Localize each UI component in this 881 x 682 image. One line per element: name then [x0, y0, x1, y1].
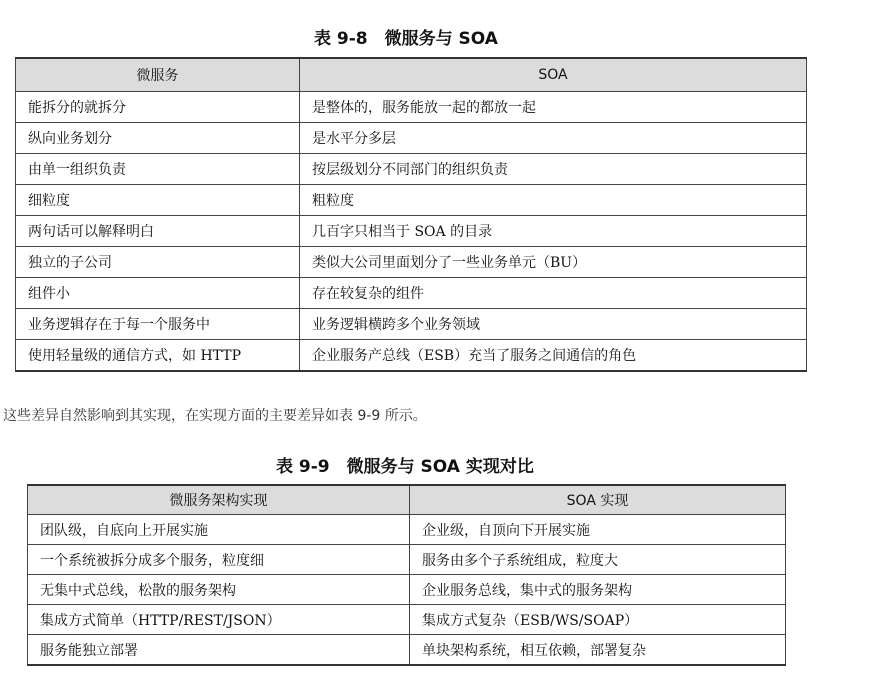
- table-9-9: [27, 484, 786, 666]
- table-9-8: [15, 57, 807, 372]
- column-header-microservices: 微服务: [16, 58, 300, 92]
- table-row: [16, 309, 807, 340]
- table-row: [16, 340, 807, 372]
- table-row: [28, 515, 786, 545]
- table-9-8-caption: 表 9-8 微服务与 SOA: [314, 29, 498, 49]
- cell-soa: 类似大公司里面划分了一些业务单元（BU）: [300, 247, 807, 278]
- column-header-soa-implementation: SOA 实现: [410, 485, 786, 515]
- cell-microservices: 独立的子公司: [16, 247, 300, 278]
- body-paragraph: 这些差异自然影响到其实现，在实现方面的主要差异如表 9-9 所示。: [3, 408, 427, 424]
- table-row: [16, 92, 807, 123]
- cell-microservices: 细粒度: [16, 185, 300, 216]
- cell-soa: 是水平分多层: [300, 123, 807, 154]
- table-row: [16, 185, 807, 216]
- table-row: [16, 216, 807, 247]
- table-row: [28, 575, 786, 605]
- column-header-soa: SOA: [300, 58, 807, 92]
- cell-microservices: 团队级，自底向上开展实施: [28, 515, 410, 545]
- table-row: [16, 123, 807, 154]
- table-header-row: [28, 485, 786, 515]
- cell-microservices: 使用轻量级的通信方式，如 HTTP: [16, 340, 300, 372]
- cell-microservices: 由单一组织负责: [16, 154, 300, 185]
- cell-microservices: 无集中式总线，松散的服务架构: [28, 575, 410, 605]
- cell-microservices: 能拆分的就拆分: [16, 92, 300, 123]
- cell-soa: 企业服务总线，集中式的服务架构: [410, 575, 786, 605]
- cell-microservices: 一个系统被拆分成多个服务，粒度细: [28, 545, 410, 575]
- cell-microservices: 组件小: [16, 278, 300, 309]
- table-row: [16, 278, 807, 309]
- table-row: [28, 605, 786, 635]
- table-row: [28, 635, 786, 666]
- column-header-microservice-architecture: 微服务架构实现: [28, 485, 410, 515]
- cell-soa: 粗粒度: [300, 185, 807, 216]
- cell-microservices: 服务能独立部署: [28, 635, 410, 666]
- cell-soa: 单块架构系统，相互依赖，部署复杂: [410, 635, 786, 666]
- table-row: [16, 154, 807, 185]
- cell-soa: 是整体的，服务能放一起的都放一起: [300, 92, 807, 123]
- cell-soa: 服务由多个子系统组成，粒度大: [410, 545, 786, 575]
- cell-microservices: 业务逻辑存在于每一个服务中: [16, 309, 300, 340]
- cell-soa: 业务逻辑横跨多个业务领域: [300, 309, 807, 340]
- cell-soa: 企业级，自顶向下开展实施: [410, 515, 786, 545]
- cell-microservices: 集成方式简单（HTTP/REST/JSON）: [28, 605, 410, 635]
- table-row: [28, 545, 786, 575]
- table-9-9-caption: 表 9-9 微服务与 SOA 实现对比: [276, 457, 534, 477]
- cell-soa: 几百字只相当于 SOA 的目录: [300, 216, 807, 247]
- cell-soa: 存在较复杂的组件: [300, 278, 807, 309]
- cell-microservices: 纵向业务划分: [16, 123, 300, 154]
- cell-soa: 集成方式复杂（ESB/WS/SOAP）: [410, 605, 786, 635]
- cell-soa: 企业服务产总线（ESB）充当了服务之间通信的角色: [300, 340, 807, 372]
- cell-microservices: 两句话可以解释明白: [16, 216, 300, 247]
- cell-soa: 按层级划分不同部门的组织负责: [300, 154, 807, 185]
- table-row: [16, 247, 807, 278]
- table-header-row: [16, 58, 807, 92]
